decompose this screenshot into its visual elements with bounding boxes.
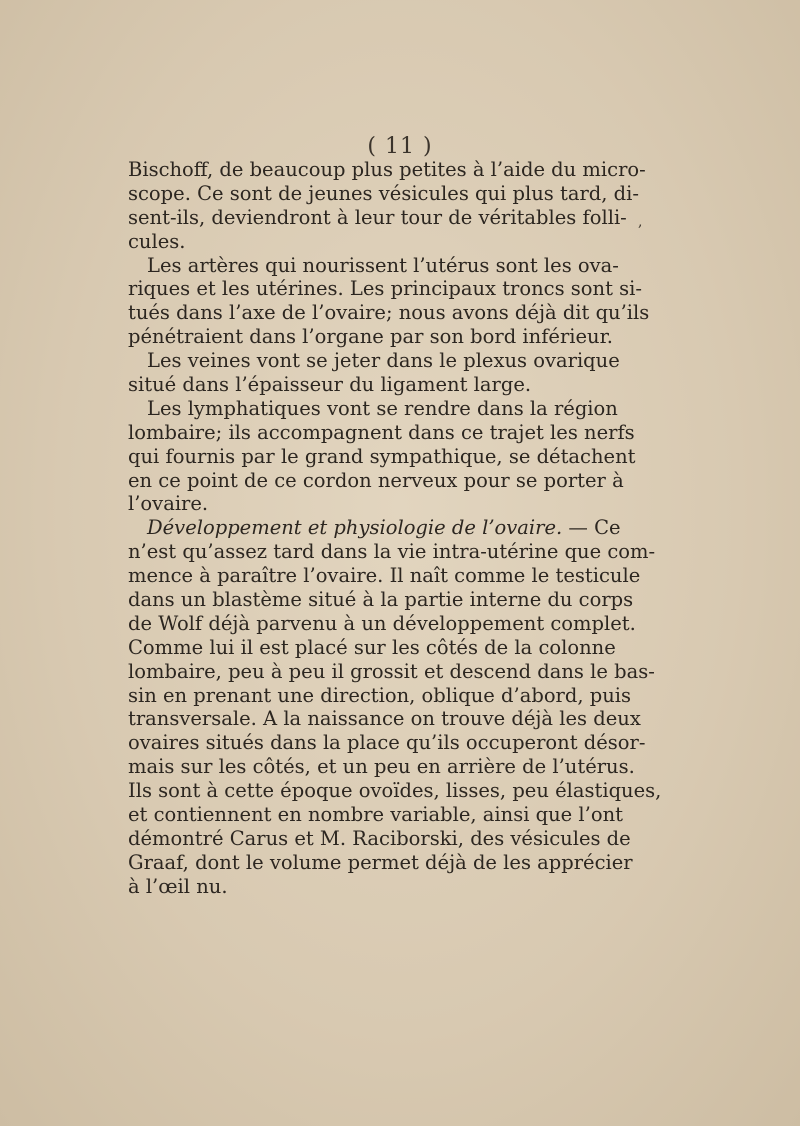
text-line: sent-ils, deviendront à leur tour de véritables folli- bbox=[128, 205, 627, 229]
section-heading: Développement et physiologie de l’ovaire. bbox=[147, 516, 563, 540]
text-line: l’ovaire. bbox=[128, 492, 209, 516]
text-line: pénétraient dans l’organe par son bord inférieur. bbox=[128, 325, 613, 349]
text-line: qui fournis par le grand sympathique, se détachent bbox=[128, 444, 636, 468]
text-line: scope. Ce sont de jeunes vésicules qui plus tard, di- bbox=[128, 181, 639, 205]
text-line: mais sur les côtés, et un peu en arrière de l’utérus. bbox=[128, 755, 635, 779]
text-line: mence à paraître l’ovaire. Il naît comme le testicule bbox=[128, 564, 641, 588]
text-line: Graaf, dont le volume permet déjà de les apprécier bbox=[128, 850, 633, 874]
text-line: lombaire, peu à peu il grossit et descend dans le bas- bbox=[128, 659, 655, 683]
text-line: démontré Carus et M. Raciborski, des vésicules de bbox=[128, 826, 631, 850]
body-text bbox=[128, 158, 662, 899]
text-line: tués dans l’axe de l’ovaire; nous avons déjà dit qu’ils bbox=[128, 301, 650, 325]
text-line: riques et les utérines. Les principaux troncs sont si- bbox=[128, 277, 642, 301]
text-line: sin en prenant une direction, oblique d’abord, puis bbox=[128, 683, 632, 707]
text-line: lombaire; ils accompagnent dans ce trajet les nerfs bbox=[128, 420, 635, 444]
text-line: Ils sont à cette époque ovoïdes, lisses, peu élastiques, bbox=[128, 779, 662, 803]
text-line bbox=[128, 516, 621, 540]
text-line: de Wolf déjà parvenu à un développement complet. bbox=[128, 611, 636, 635]
text-line: Les lymphatiques vont se rendre dans la région bbox=[147, 396, 618, 420]
text-line: à l’œil nu. bbox=[128, 874, 228, 898]
text-line: Les artères qui nourissent l’utérus sont les ova- bbox=[147, 253, 619, 277]
text-line: en ce point de ce cordon nerveux pour se porter à bbox=[128, 468, 624, 492]
text-line: ovaires situés dans la place qu’ils occuperont désor- bbox=[128, 731, 646, 755]
text-line: Bischoff, de beaucoup plus petites à l’aide du micro- bbox=[128, 158, 646, 181]
text-line: et contiennent en nombre variable, ainsi que l’ont bbox=[128, 803, 623, 827]
text-line: n’est qu’assez tard dans la vie intra-utérine que com- bbox=[128, 540, 656, 564]
text-line: cules. bbox=[128, 229, 186, 253]
text-line: Comme lui il est placé sur les côtés de la colonne bbox=[128, 635, 616, 659]
ink-speck: , bbox=[638, 214, 643, 230]
page-number: ( 11 ) bbox=[367, 134, 433, 159]
text-line: transversale. A la naissance on trouve déjà les deux bbox=[128, 707, 641, 731]
text-fragment: — Ce bbox=[562, 516, 621, 540]
text-line: situé dans l’épaisseur du ligament large. bbox=[128, 373, 532, 397]
text-line: dans un blastème situé à la partie interne du corps bbox=[128, 588, 634, 612]
text-line: Les veines vont se jeter dans le plexus ovarique bbox=[147, 349, 620, 373]
